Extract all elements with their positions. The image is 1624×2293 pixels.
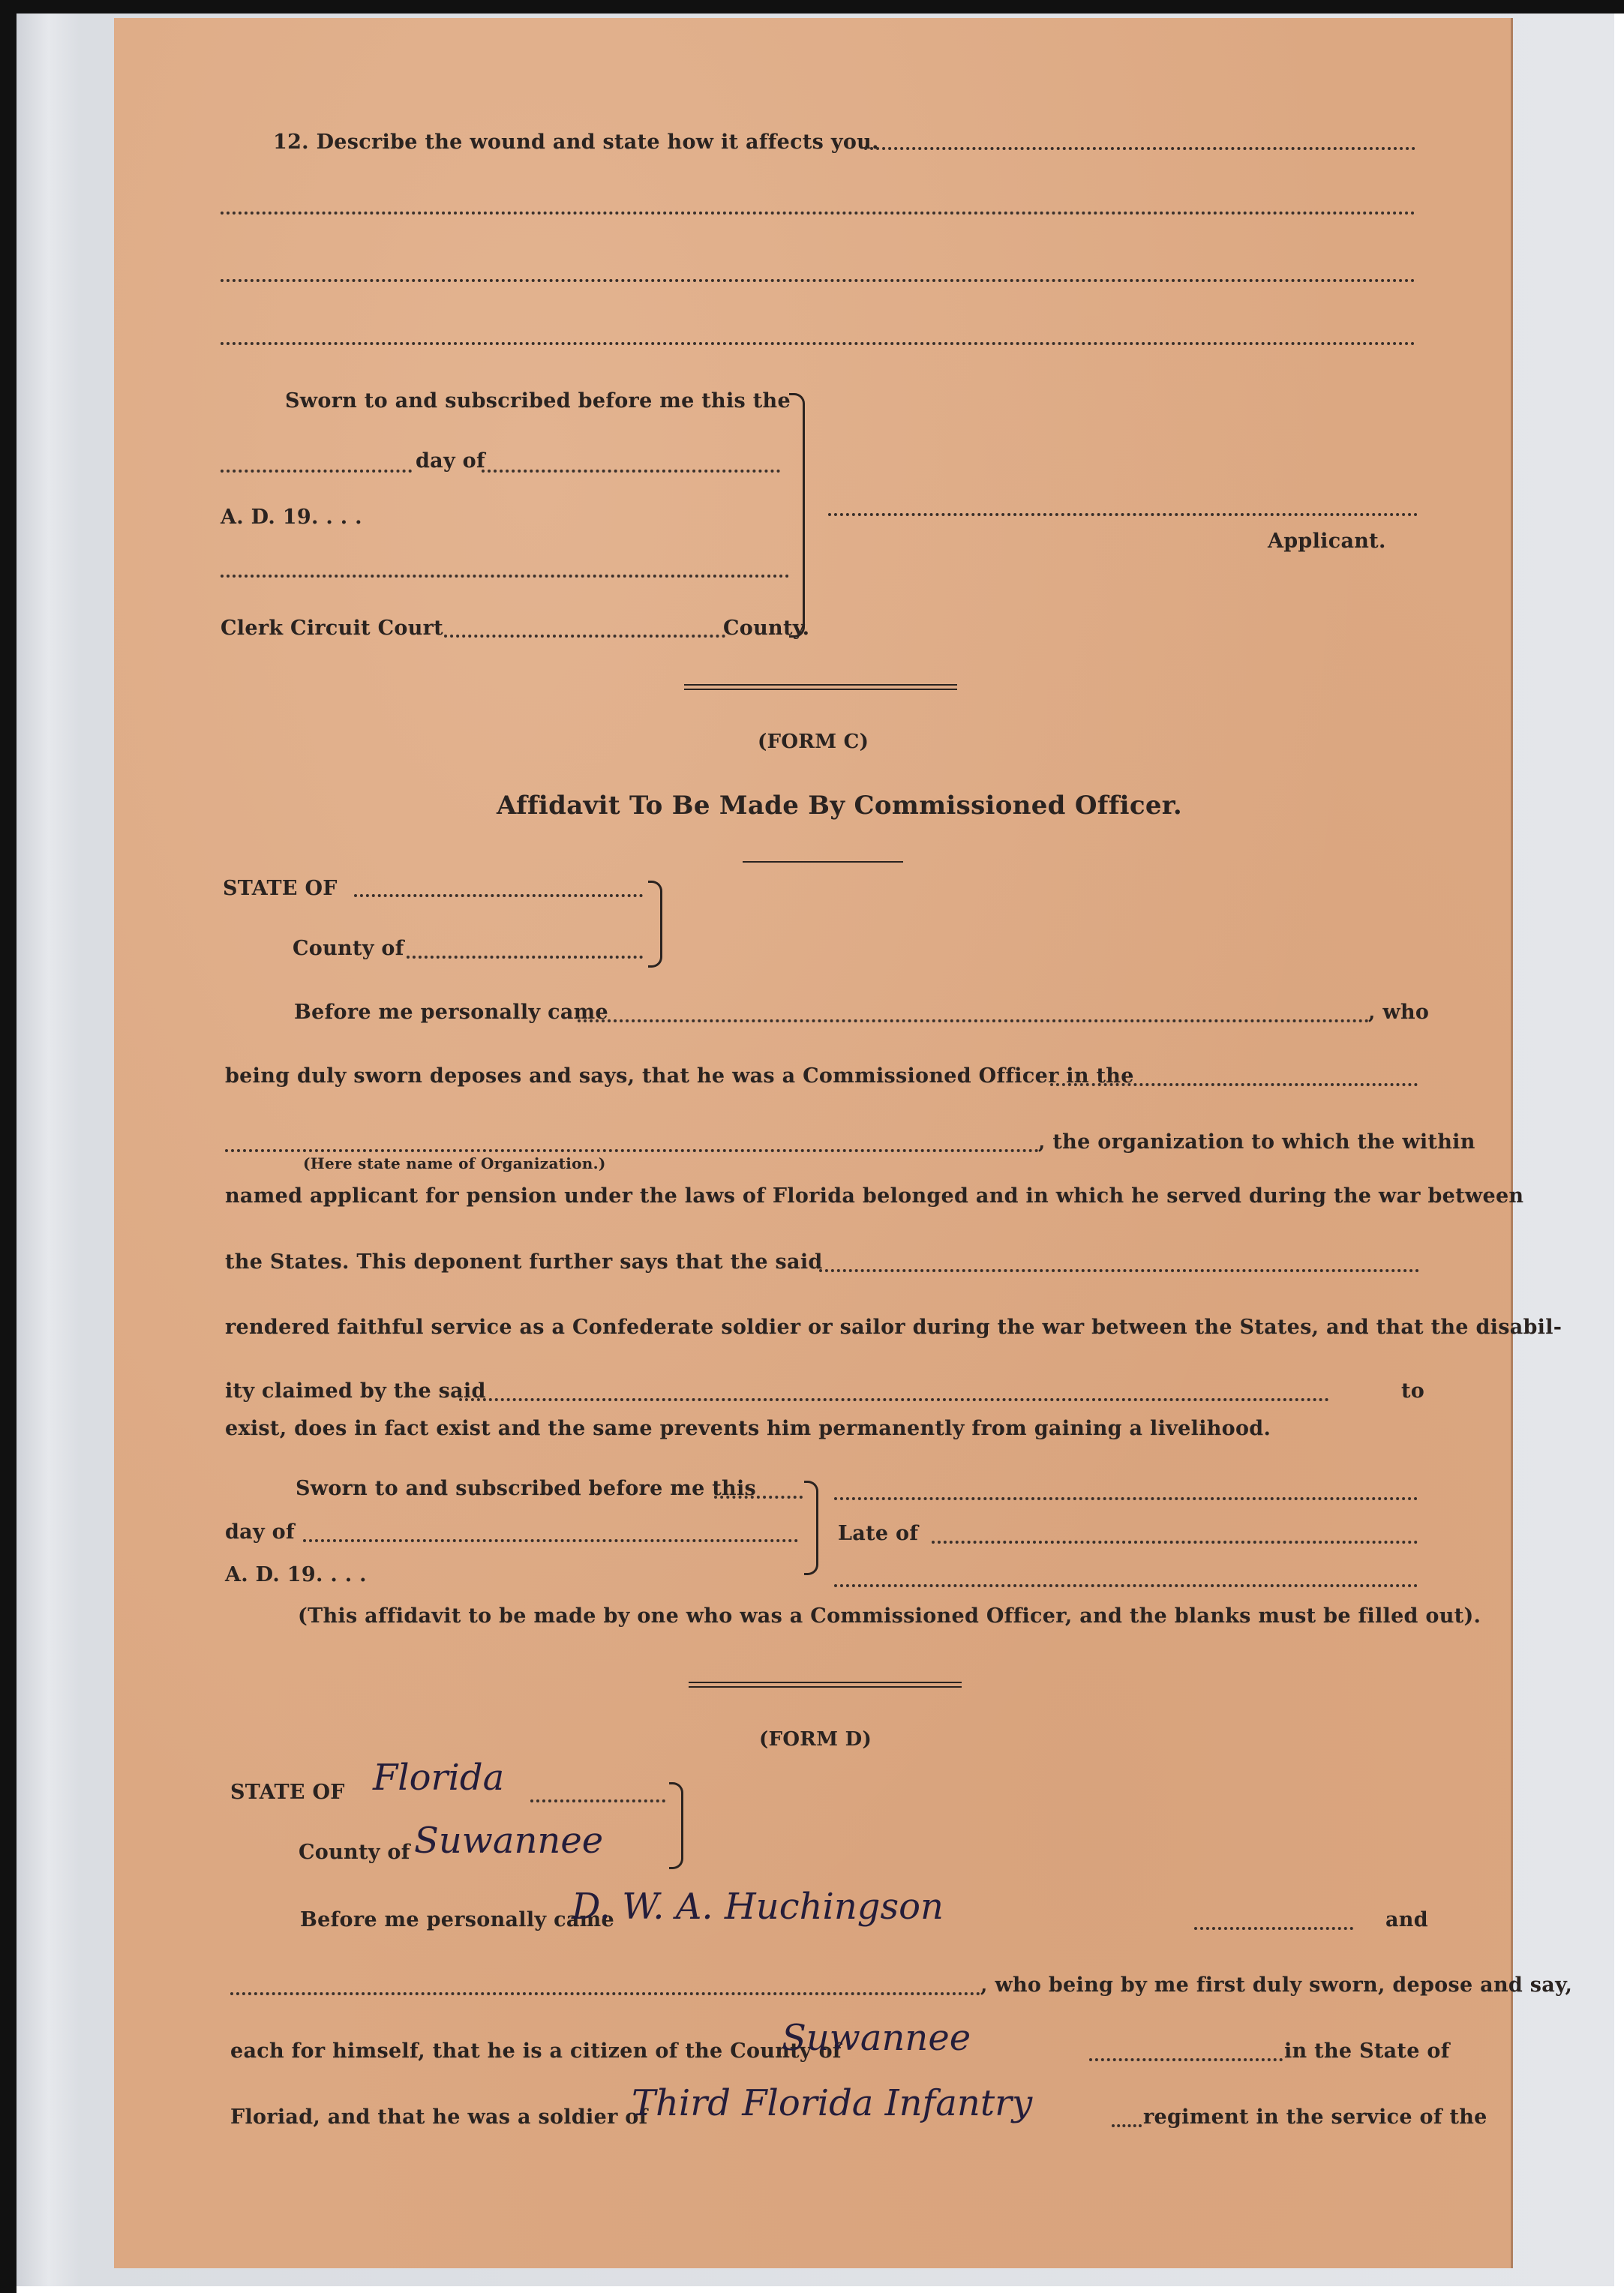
form-c-claimed-blank (459, 1398, 1329, 1401)
scan-edge-top (0, 0, 1624, 14)
form-c-county-label: County of (293, 937, 404, 960)
section-divider (684, 684, 957, 690)
jurat-month-blank (482, 470, 780, 473)
form-c-state-blank (354, 894, 643, 897)
form-c-name-blank (578, 1019, 1369, 1022)
answer-line-3 (221, 279, 1415, 282)
form-c-day-blank (303, 1539, 798, 1542)
form-c-line-4: named applicant for pension under the laws of Florida belonged and in which he served during the war between (225, 1184, 1524, 1208)
form-c-county-blank (407, 956, 643, 959)
form-d-state-value: Florida (373, 1757, 505, 1799)
applicant-signature-line (828, 513, 1418, 516)
form-d-heading: (FORM D) (759, 1728, 872, 1751)
form-c-state-label: STATE OF (223, 877, 338, 900)
form-d-line-1-end: and (1385, 1908, 1428, 1931)
form-d-county-label: County of (299, 1841, 410, 1864)
form-c-venue-brace (648, 881, 662, 968)
form-c-org-note: (Here state name of Organization.) (303, 1154, 606, 1172)
jurat-ad: A. D. 19. . . . (221, 506, 362, 529)
form-c-day-of: day of (225, 1520, 295, 1544)
form-d-line-2-end: , who being by me first duly sworn, depose and say, (980, 1973, 1573, 1997)
answer-line-2 (221, 212, 1415, 215)
jurat-sworn-text: Sworn to and subscribed before me this the (285, 389, 791, 413)
form-c-line-7-end: to (1401, 1379, 1425, 1403)
section-divider-2 (689, 1682, 962, 1688)
form-c-line-5: the States. This deponent further says that the said (225, 1250, 823, 1274)
form-c-title: Affidavit To Be Made By Commissioned Officer. (497, 791, 1183, 821)
form-d-line-1: Before me personally came (300, 1908, 614, 1931)
jurat-clerk-label: Clerk Circuit Court (221, 617, 443, 640)
applicant-label: Applicant. (1268, 530, 1386, 553)
jurat-county-blank (444, 635, 725, 638)
form-d-regiment-blank (1112, 2124, 1142, 2127)
document-page (114, 18, 1573, 2268)
answer-line-4 (221, 342, 1415, 345)
form-c-officer-signature (834, 1497, 1418, 1500)
form-c-line-6: rendered faithful service as a Confederate soldier or sailor during the war between the States, and that the disabil- (225, 1316, 1562, 1339)
form-c-line-1: Before me personally came (294, 1001, 608, 1024)
form-c-unit-blank (1050, 1083, 1418, 1086)
form-c-line-8: exist, does in fact exist and the same prevents him permanently from gaining a livelihood. (225, 1417, 1271, 1440)
form-c-rank-blank (834, 1584, 1418, 1587)
form-d-state-label: STATE OF (230, 1781, 345, 1804)
form-d-county-blank-2 (1089, 2058, 1283, 2061)
form-d-line-3-value: Suwannee (782, 2017, 971, 2059)
form-d-second-affiant-blank (230, 1992, 980, 1995)
form-c-line-3-end: , the organization to which the within (1038, 1130, 1475, 1154)
scan-edge-left (0, 0, 17, 2293)
form-c-said-blank (819, 1269, 1419, 1272)
form-c-heading: (FORM C) (758, 731, 869, 753)
jurat-day-blank (221, 470, 412, 473)
form-d-line-3: each for himself, that he is a citizen of the County of (230, 2039, 842, 2063)
answer-line-1 (864, 147, 1415, 150)
form-c-late-of: Late of (838, 1522, 919, 1545)
form-c-ad: A. D. 19. . . . (225, 1563, 367, 1586)
form-c-jurat-brace (804, 1481, 818, 1575)
form-d-line-3-end: in the State of (1284, 2039, 1450, 2063)
form-d-line-1-value: D. W. A. Huchingson (572, 1886, 944, 1928)
form-c-footnote: (This affidavit to be made by one who was a Commissioned Officer, and the blanks must be filled out). (298, 1604, 1481, 1628)
form-d-county-value: Suwannee (414, 1820, 604, 1862)
jurat-county-label: County. (723, 617, 810, 640)
jurat-signature-line (221, 575, 789, 578)
form-c-sworn-text: Sworn to and subscribed before me this (296, 1477, 757, 1500)
question-12-label: 12. Describe the wound and state how it affects you. (273, 131, 879, 154)
jurat-brace (789, 393, 805, 638)
form-c-org-blank (225, 1149, 1039, 1152)
form-d-state-blank (530, 1799, 665, 1802)
form-d-line-4-end: regiment in the service of the (1143, 2105, 1487, 2129)
form-d-name-blank (1194, 1927, 1353, 1930)
form-d-line-4: Floriad, and that he was a soldier of (230, 2105, 648, 2129)
form-d-line-4-value: Third Florida Infantry (632, 2082, 1033, 2124)
title-underline (743, 861, 903, 863)
form-c-sworn-blank (714, 1496, 803, 1499)
form-d-venue-brace (669, 1782, 683, 1869)
jurat-day-of: day of (416, 449, 485, 473)
form-c-line-7: ity claimed by the said (225, 1379, 486, 1403)
form-c-line-2: being duly sworn deposes and says, that he was a Commissioned Officer in the (225, 1064, 1134, 1088)
form-c-late-of-blank (932, 1541, 1418, 1544)
form-c-line-1-end: , who (1368, 1001, 1430, 1024)
